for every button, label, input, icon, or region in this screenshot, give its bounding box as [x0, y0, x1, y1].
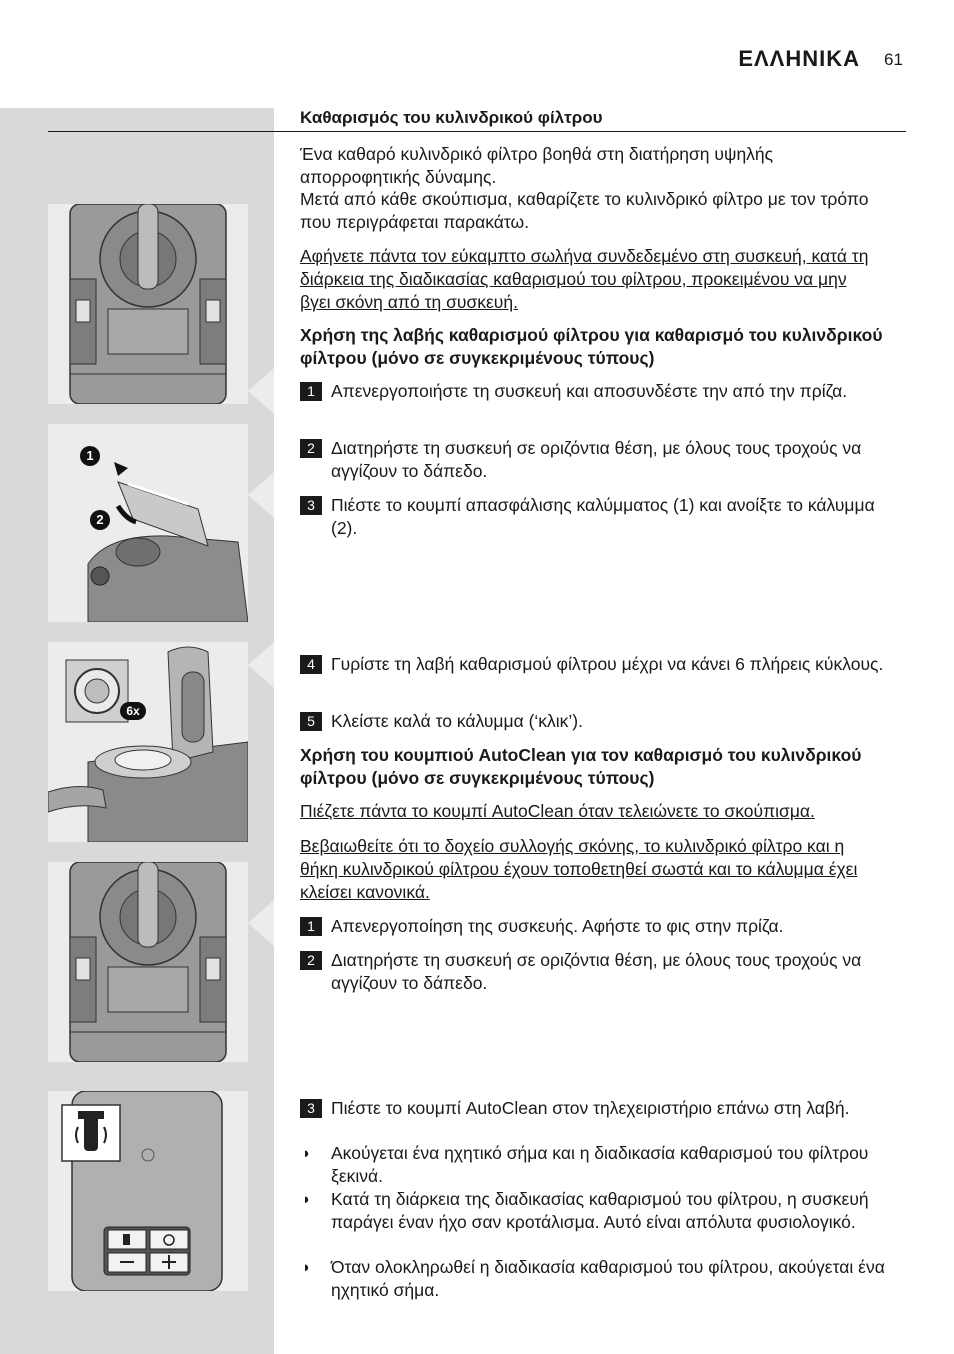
- open-lid-illustration: [48, 424, 248, 622]
- appliance-top-illustration: [48, 862, 248, 1062]
- step-number: 3: [300, 496, 322, 515]
- figure-open-lid: [48, 424, 248, 622]
- figure-handle-remote: [48, 1091, 248, 1291]
- bullet-1: [300, 1142, 894, 1188]
- step-number: 3: [300, 1099, 322, 1118]
- bullet-icon: ◗: [302, 1191, 312, 1208]
- bullet-text: Όταν ολοκληρωθεί η διαδικασία καθαρισμού του φίλτρου, ακούγεται ένα ηχητικό σήμα.: [331, 1257, 885, 1300]
- note-autoclean: Πιέζετε πάντα το κουμπί AutoClean όταν τελειώνετε το σκούπισμα.: [300, 801, 815, 821]
- intro-paragraph-1: Ένα καθαρό κυλινδρικό φίλτρο βοηθά στη διατήρηση υψηλής απορροφητικής δύναμης.: [300, 144, 774, 187]
- note-check-parts: Βεβαιωθείτε ότι το δοχείο συλλογής σκόνης, το κυλινδρικό φίλτρο και η θήκη κυλινδρικού φίλτρου έχουν τοποθετηθεί σωστά και το κάλυμμα έχει κλείσει κανονικά.: [300, 836, 858, 902]
- warning-hose: Αφήνετε πάντα τον εύκαμπτο σωλήνα συνδεδεμένο στη συσκευή, κατά τη διάρκεια της διαδικασίας καθαρισμού του φίλτρου, προκειμένου να μην βγει σκόνη από τη συσκευή.: [300, 246, 869, 312]
- subheading-autoclean-post: για τον καθαρισμό του κυλινδρικού φίλτρου (μόνο σε συγκεκριμένους τύπους): [300, 745, 862, 788]
- step-a2: [300, 437, 894, 483]
- handle-remote-illustration: [48, 1091, 248, 1291]
- filter-handle-illustration: [48, 642, 248, 842]
- subheading-autoclean-brand: AutoClean: [478, 745, 567, 765]
- step-a4: [300, 653, 894, 676]
- bullet-3: [300, 1256, 894, 1302]
- figure-pointer-3: [248, 642, 274, 693]
- pointer-shape: [248, 900, 274, 946]
- step-text: Πιέστε το κουμπί AutoClean στον τηλεχειριστήριο επάνω στη λαβή.: [331, 1098, 850, 1118]
- pointer-shape: [248, 368, 274, 414]
- callout-2: 2: [90, 510, 110, 530]
- language-header: ΕΛΛΗΝΙΚΑ: [738, 46, 860, 71]
- bullet-text: Ακούγεται ένα ηχητικό σήμα και η διαδικασία καθαρισμού του φίλτρου ξεκινά.: [331, 1143, 869, 1186]
- subheading-autoclean: [300, 744, 894, 790]
- step-text: Απενεργοποιήστε τη συσκευή και αποσυνδέστε την από την πρίζα.: [331, 381, 848, 401]
- step-number: 2: [300, 439, 322, 458]
- turns-badge: 6x: [120, 702, 146, 720]
- figure-pointer-1: [248, 368, 274, 419]
- step-number: 1: [300, 382, 322, 401]
- step-b3: [300, 1097, 894, 1120]
- step-text: Απενεργοποίηση της συσκευής. Αφήστε το φις στην πρίζα.: [331, 916, 784, 936]
- step-a3: [300, 494, 894, 540]
- bullet-text: Κατά τη διάρκεια της διαδικασίας καθαρισμού του φίλτρου, η συσκευή παράγει έναν ήχο σαν κροτάλισμα. Αυτό είναι απόλυτα φυσιολογικό.: [331, 1189, 869, 1232]
- figure-pointer-4: [248, 900, 274, 951]
- pointer-shape: [248, 642, 274, 688]
- bullet-2: [300, 1188, 894, 1234]
- callout-1: 1: [80, 446, 100, 466]
- section-title: Καθαρισμός του κυλινδρικού φίλτρου: [300, 108, 603, 127]
- figure-top-view-1: [48, 204, 248, 404]
- figure-filter-handle: [48, 642, 248, 842]
- bullet-icon: ◗: [302, 1145, 312, 1162]
- step-a1: [300, 380, 894, 403]
- figure-top-view-2: [48, 862, 248, 1062]
- subheading-filter-handle: Χρήση της λαβής καθαρισμού φίλτρου για καθαρισμό του κυλινδρικού φίλτρου (μόνο σε συγκεκριμένους τύπους): [300, 325, 883, 368]
- step-number: 5: [300, 712, 322, 731]
- step-b2: [300, 949, 894, 995]
- step-text: Κλείστε καλά το κάλυμμα (‘κλικ’).: [331, 711, 583, 731]
- step-text: Πιέστε το κουμπί απασφάλισης καλύμματος (1) και ανοίξτε το κάλυμμα (2).: [331, 495, 875, 538]
- step-number: 1: [300, 917, 322, 936]
- subheading-autoclean-pre: Χρήση του κουμπιού: [300, 745, 479, 765]
- page-number: 61: [884, 50, 903, 69]
- step-text: Διατηρήστε τη συσκευή σε οριζόντια θέση, με όλους τους τροχούς να αγγίζουν το δάπεδο.: [331, 438, 862, 481]
- step-text: Γυρίστε τη λαβή καθαρισμού φίλτρου μέχρι να κάνει 6 πλήρεις κύκλους.: [331, 654, 884, 674]
- step-b1: [300, 915, 894, 938]
- bullet-icon: ◗: [302, 1259, 312, 1276]
- step-number: 2: [300, 951, 322, 970]
- step-a5: [300, 710, 894, 733]
- figure-pointer-2: [248, 472, 274, 523]
- intro-paragraph-2: Μετά από κάθε σκούπισμα, καθαρίζετε το κυλινδρικό φίλτρο με τον τρόπο που περιγράφεται παρακάτω.: [300, 189, 869, 232]
- step-text: Διατηρήστε τη συσκευή σε οριζόντια θέση, με όλους τους τροχούς να αγγίζουν το δάπεδο.: [331, 950, 862, 993]
- pointer-shape: [248, 472, 274, 518]
- appliance-top-illustration: [48, 204, 248, 404]
- title-rule: [48, 131, 906, 132]
- step-number: 4: [300, 655, 322, 674]
